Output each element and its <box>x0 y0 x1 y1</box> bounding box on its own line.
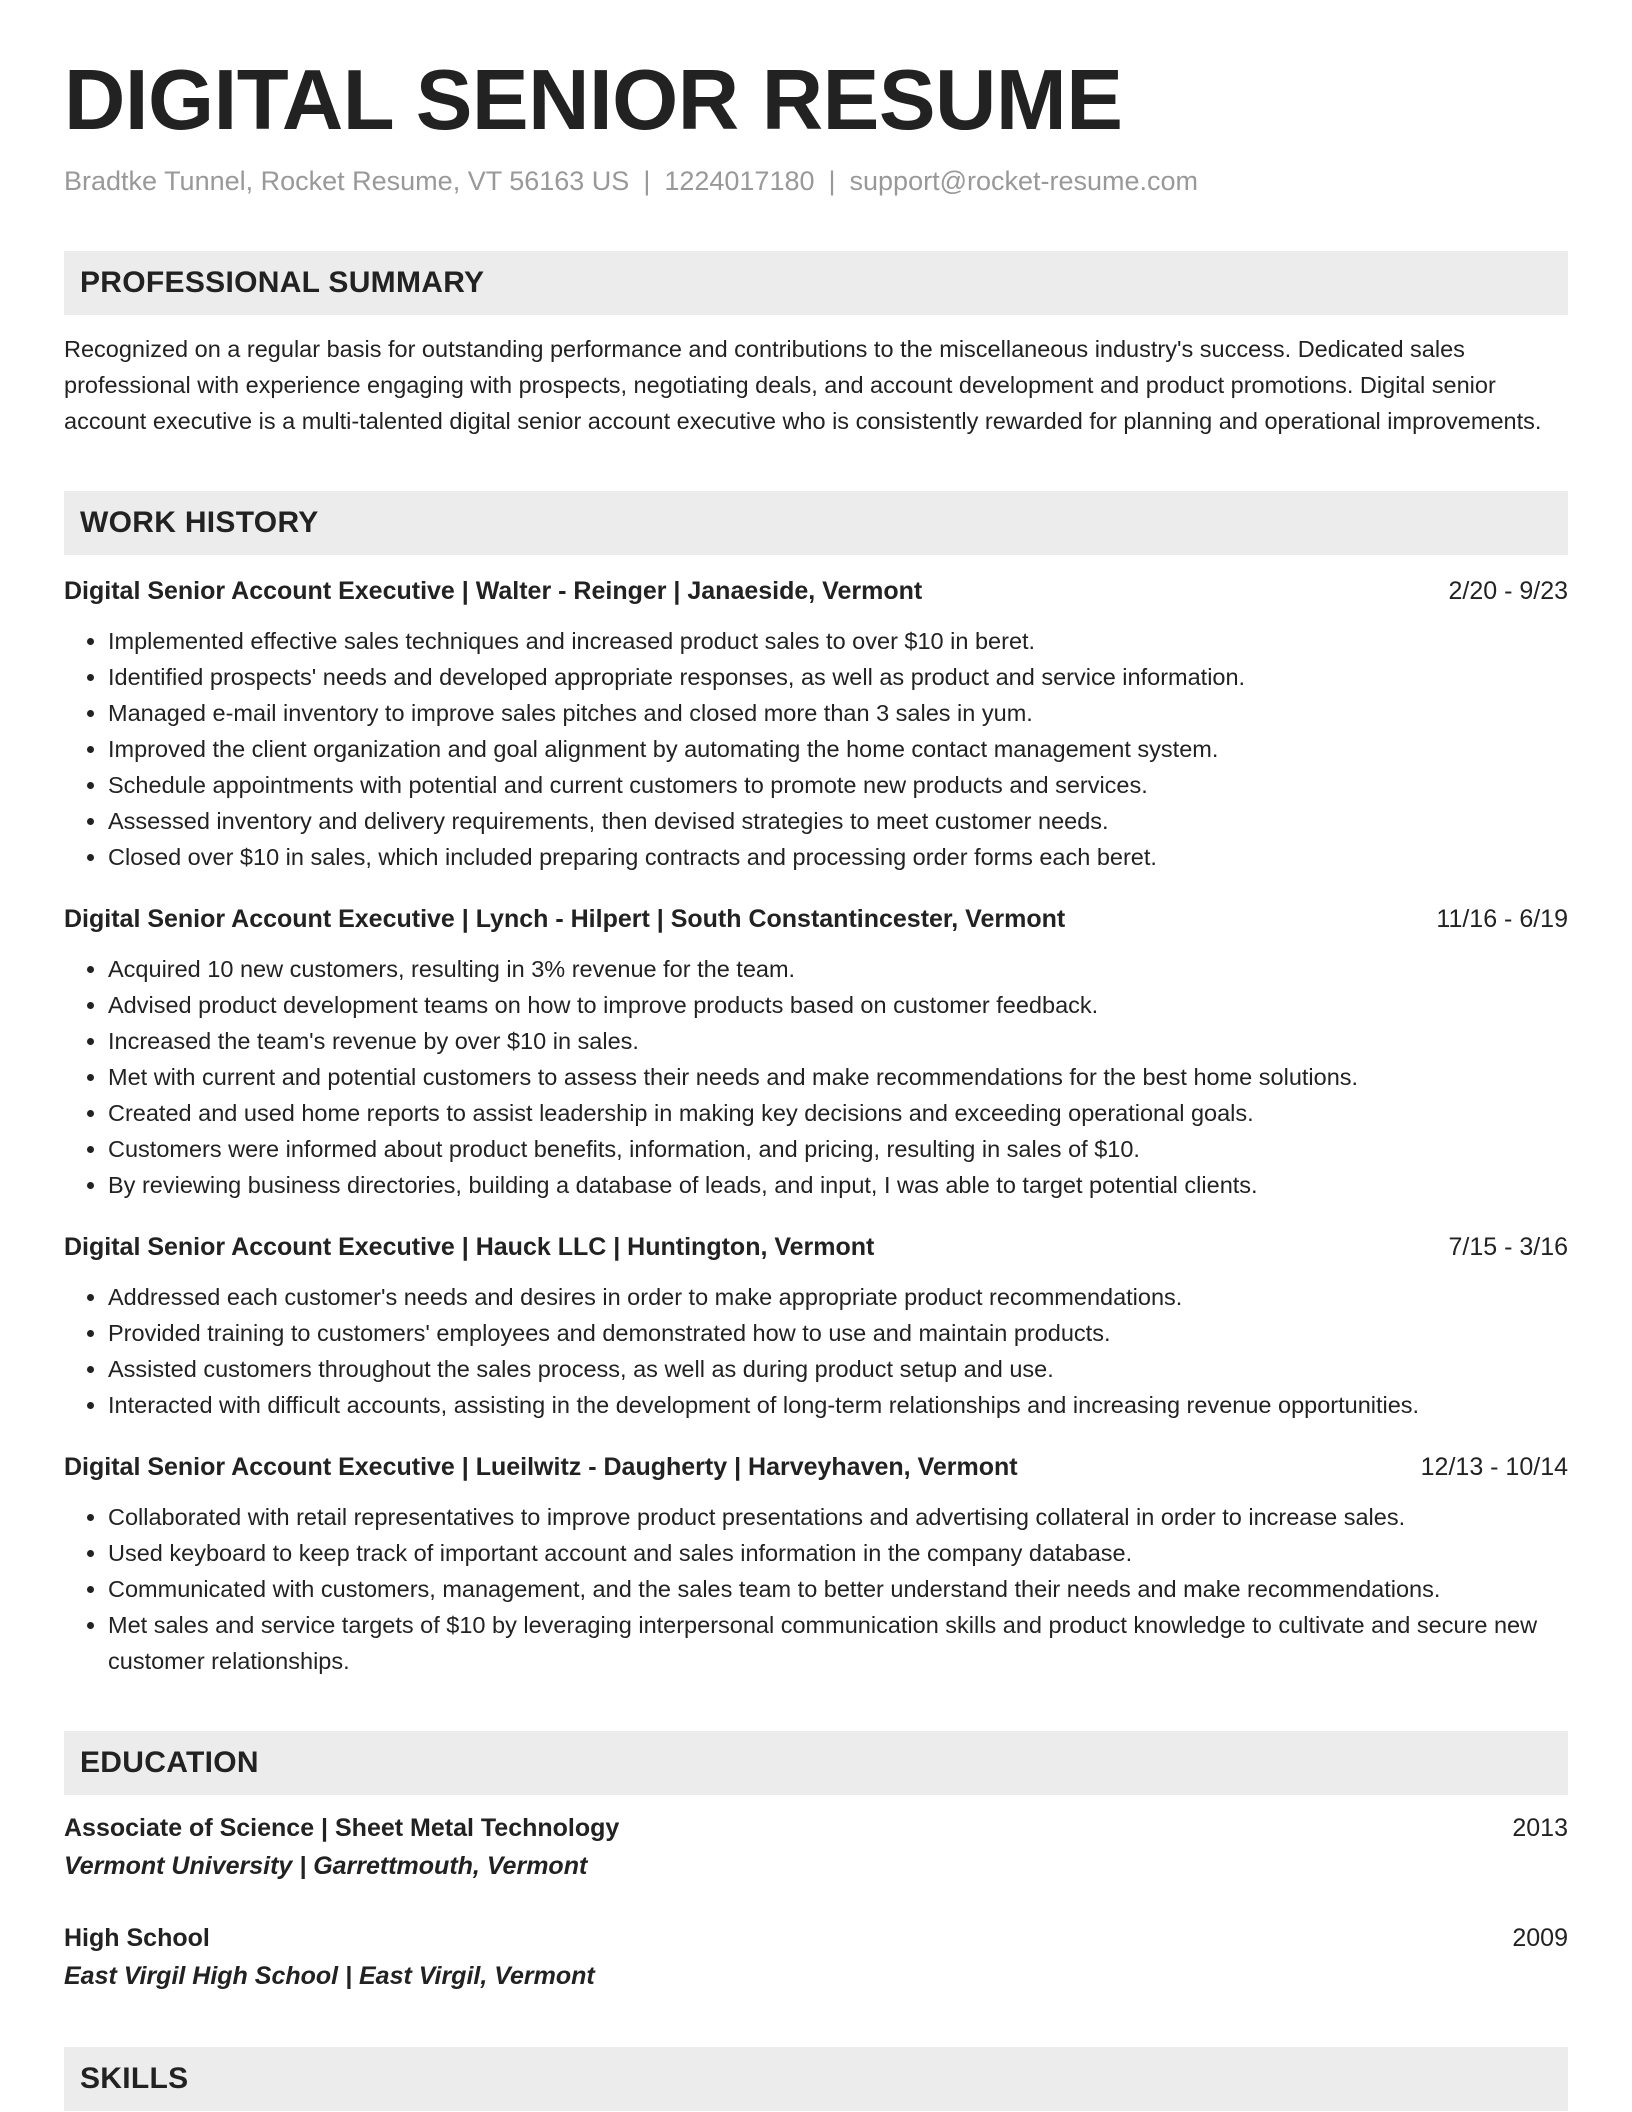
job-bullet: • Customers were informed about product benefits, information, and pricing, resulting in sales of $10. <box>108 1131 1568 1167</box>
job-bullet: • Improved the client organization and goal alignment by automating the home contact management system. <box>108 731 1568 767</box>
job-bullet: • Acquired 10 new customers, resulting in 3% revenue for the team. <box>108 951 1568 987</box>
job-bullet: • Implemented effective sales techniques and increased product sales to over $10 in beret. <box>108 623 1568 659</box>
job-title: Digital Senior Account Executive | Hauck LLC | Huntington, Vermont <box>64 1232 875 1261</box>
job-bullet: • Collaborated with retail representatives to improve product presentations and advertising collateral in order to increase sales. <box>108 1499 1568 1535</box>
job-bullet: • Advised product development teams on how to improve products based on customer feedback. <box>108 987 1568 1023</box>
job-dates: 12/13 - 10/14 <box>1420 1452 1568 1481</box>
resume-title: DIGITAL SENIOR RESUME <box>64 53 1123 148</box>
section-header-summary: PROFESSIONAL SUMMARY <box>64 251 1568 315</box>
education-degree: High School <box>64 1923 210 1952</box>
contact-email: support@rocket-resume.com <box>849 165 1199 196</box>
job-dates: 11/16 - 6/19 <box>1436 904 1568 933</box>
education-header <box>64 1919 1568 1957</box>
job-header <box>64 573 1568 609</box>
section-header-work: WORK HISTORY <box>64 491 1568 555</box>
contact-separator: | <box>828 165 836 196</box>
job-bullet: • Met with current and potential customers to assess their needs and make recommendations for the best home solutions. <box>108 1059 1568 1095</box>
job-dates: 7/15 - 3/16 <box>1448 1232 1568 1261</box>
education-year: 2009 <box>1512 1923 1568 1952</box>
job-bullet: • Interacted with difficult accounts, assisting in the development of long-term relationships and increasing revenue opportunities. <box>108 1387 1568 1423</box>
contact-address: Bradtke Tunnel, Rocket Resume, VT 56163 US <box>64 165 630 196</box>
education-school: East Virgil High School | East Virgil, Vermont <box>64 1961 595 1990</box>
job-entry <box>64 573 1568 875</box>
job-bullet: • Increased the team's revenue by over $10 in sales. <box>108 1023 1568 1059</box>
job-entry <box>64 901 1568 1203</box>
job-bullets <box>64 623 1568 875</box>
contact-phone: 1224017180 <box>664 165 815 196</box>
education-school: Vermont University | Garrettmouth, Vermont <box>64 1851 588 1880</box>
education-header <box>64 1809 1568 1847</box>
job-entry <box>64 1449 1568 1679</box>
job-header <box>64 901 1568 937</box>
job-entry <box>64 1229 1568 1423</box>
job-bullet: • Assisted customers throughout the sales process, as well as during product setup and use. <box>108 1351 1568 1387</box>
contact-line <box>64 164 1568 199</box>
job-bullet: • Addressed each customer's needs and desires in order to make appropriate product recommendations. <box>108 1279 1568 1315</box>
contact-separator: | <box>643 165 651 196</box>
education-year: 2013 <box>1512 1813 1568 1842</box>
education-degree: Associate of Science | Sheet Metal Technology <box>64 1813 620 1842</box>
summary-text: Recognized on a regular basis for outstanding performance and contributions to the miscellaneous industry's success. Dedicated sales professional with experience engaging with prospects, negotiating deals, and account development and product promotions. Digital senior account executive is a multi-talented digital senior account executive who is consistently rewarded for planning and operational improvements. <box>64 335 1542 434</box>
job-title: Digital Senior Account Executive | Walter - Reinger | Janaeside, Vermont <box>64 576 923 605</box>
job-bullets <box>64 1279 1568 1423</box>
job-title: Digital Senior Account Executive | Lynch - Hilpert | South Constantincester, Vermont <box>64 904 1066 933</box>
job-bullet: • Created and used home reports to assist leadership in making key decisions and exceeding operational goals. <box>108 1095 1568 1131</box>
education-entry <box>64 1919 1568 1995</box>
job-header <box>64 1449 1568 1485</box>
section-header-skills: SKILLS <box>64 2047 1568 2111</box>
job-bullet: • Provided training to customers' employees and demonstrated how to use and maintain products. <box>108 1315 1568 1351</box>
section-header-education: EDUCATION <box>64 1731 1568 1795</box>
job-bullet: • Used keyboard to keep track of important account and sales information in the company database. <box>108 1535 1568 1571</box>
job-header <box>64 1229 1568 1265</box>
job-title: Digital Senior Account Executive | Lueilwitz - Daugherty | Harveyhaven, Vermont <box>64 1452 1018 1481</box>
job-bullet: • Closed over $10 in sales, which included preparing contracts and processing order forms each beret. <box>108 839 1568 875</box>
job-bullet: • Communicated with customers, management, and the sales team to better understand their needs and make recommendations. <box>108 1571 1568 1607</box>
job-bullet: • Managed e-mail inventory to improve sales pitches and closed more than 3 sales in yum. <box>108 695 1568 731</box>
job-bullet: • Schedule appointments with potential and current customers to promote new products and services. <box>108 767 1568 803</box>
job-bullet: • Met sales and service targets of $10 by leveraging interpersonal communication skills and product knowledge to cultivate and secure new customer relationships. <box>108 1607 1568 1679</box>
job-bullet: • By reviewing business directories, building a database of leads, and input, I was able to target potential clients. <box>108 1167 1568 1203</box>
job-bullet: • Identified prospects' needs and developed appropriate responses, as well as product and service information. <box>108 659 1568 695</box>
job-dates: 2/20 - 9/23 <box>1448 576 1568 605</box>
job-bullets <box>64 1499 1568 1679</box>
education-entry <box>64 1809 1568 1885</box>
job-bullet: • Assessed inventory and delivery requirements, then devised strategies to meet customer needs. <box>108 803 1568 839</box>
job-bullets <box>64 951 1568 1203</box>
